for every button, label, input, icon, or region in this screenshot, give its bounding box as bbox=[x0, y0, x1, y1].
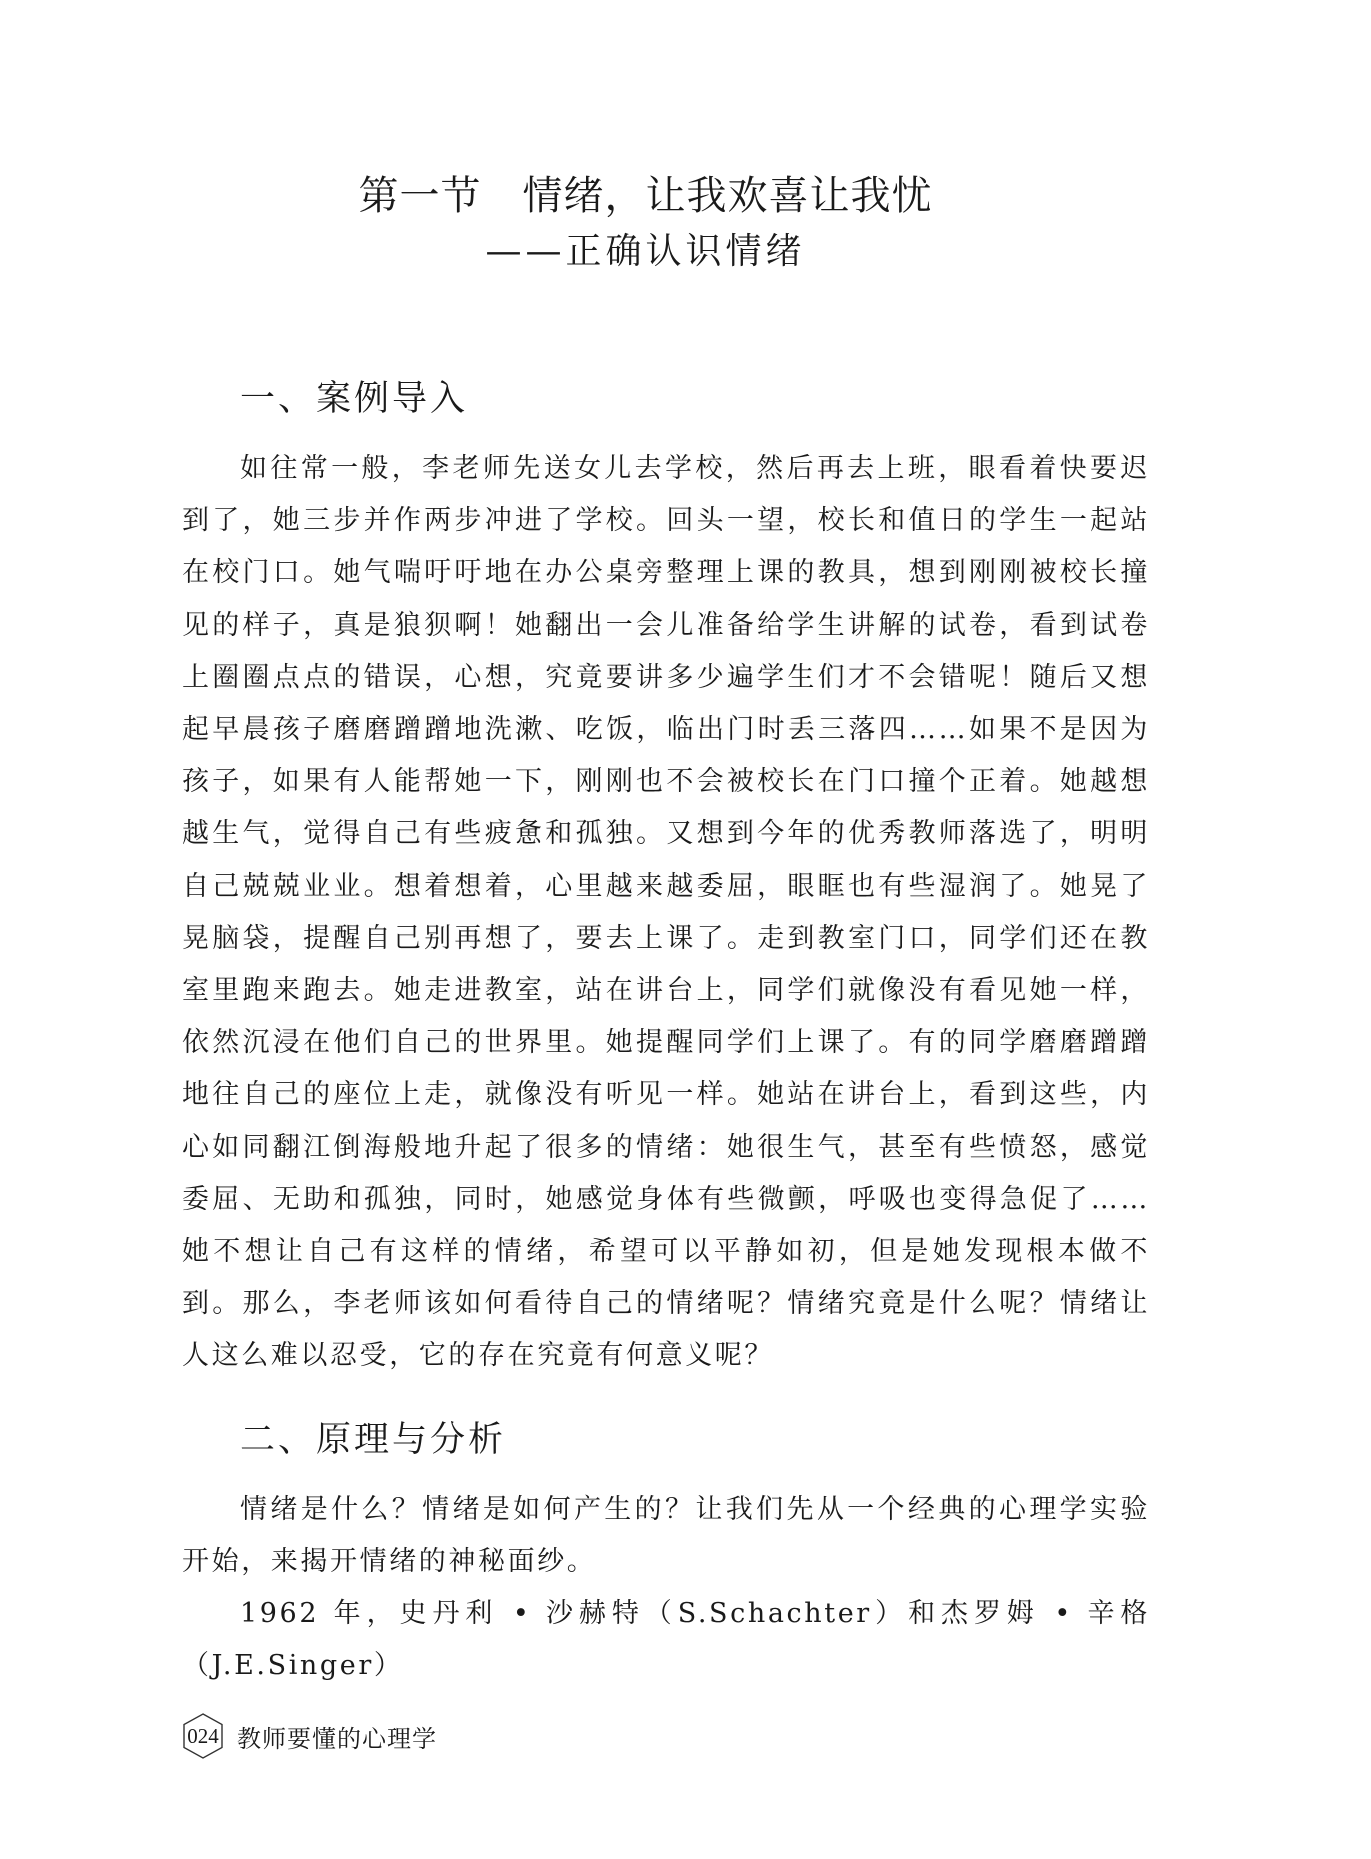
chapter-title: 第一节 情绪，让我欢喜让我忧 bbox=[358, 173, 933, 219]
paragraph: 如往常一般，李老师先送女儿去学校，然后再去上班，眼看着快要迟到了，她三步并作两步冲进了学校。回头一望，校长和值日的学生一起站在校门口。她气喘吁吁地在办公桌旁整理上课的教具，想到刚刚被校长撞见的样子，真是狼狈啊！她翻出一会儿准备给学生讲解的试卷，看到试卷上圈圈点点的错误，心想，究竟要讲多少遍学生们才不会错呢！随后又想起早晨孩子磨磨蹭蹭地洗漱、吃饭，临出门时丢三落四……如果不是因为孩子，如果有人能帮她一下，刚刚也不会被校长在门口撞个正着。她越想越生气，觉得自己有些疲惫和孤独。又想到今年的优秀教师落选了，明明自己兢兢业业。想着想着，心里越来越委屈，眼眶也有些湿润了。她晃了晃脑袋，提醒自己别再想了，要去上课了。走到教室门口，同学们还在教室里跑来跑去。她走进教室，站在讲台上，同学们就像没有看见她一样，依然沉浸在他们自己的世界里。她提醒同学们上课了。有的同学磨磨蹭蹭地往自己的座位上走，就像没有听见一样。她站在讲台上，看到这些，内心如同翻江倒海般地升起了很多的情绪：她很生气，甚至有些愤怒，感觉委屈、无助和孤独，同时，她感觉身体有些微颤，呼吸也变得急促了……她不想让自己有这样的情绪，希望可以平静如初，但是她发现根本做不到。那么，李老师该如何看待自己的情绪呢？情绪究竟是什么呢？情绪让人这么难以忍受，它的存在究竟有何意义呢？ bbox=[182, 453, 1150, 1372]
case-body bbox=[182, 443, 1150, 1383]
page-number-badge bbox=[181, 1712, 225, 1760]
page-footer bbox=[181, 1712, 437, 1760]
analysis-body-1 bbox=[182, 1484, 1150, 1588]
analysis-body-2 bbox=[182, 1588, 1150, 1692]
page-number: 024 bbox=[187, 1723, 219, 1748]
section-heading-principle-analysis: 二、原理与分析 bbox=[240, 1420, 507, 1460]
paragraph: 1962 年，史丹利 • 沙赫特（S.Schachter）和杰罗姆 • 辛格（J.E.Singer） bbox=[182, 1598, 1150, 1682]
book-title: 教师要懂的心理学 bbox=[237, 1724, 437, 1753]
paragraph: 情绪是什么？情绪是如何产生的？让我们先从一个经典的心理学实验开始，来揭开情绪的神秘面纱。 bbox=[182, 1494, 1150, 1578]
chapter-subtitle: ——正确认识情绪 bbox=[485, 231, 806, 272]
section-heading-case-intro: 一、案例导入 bbox=[240, 379, 469, 419]
